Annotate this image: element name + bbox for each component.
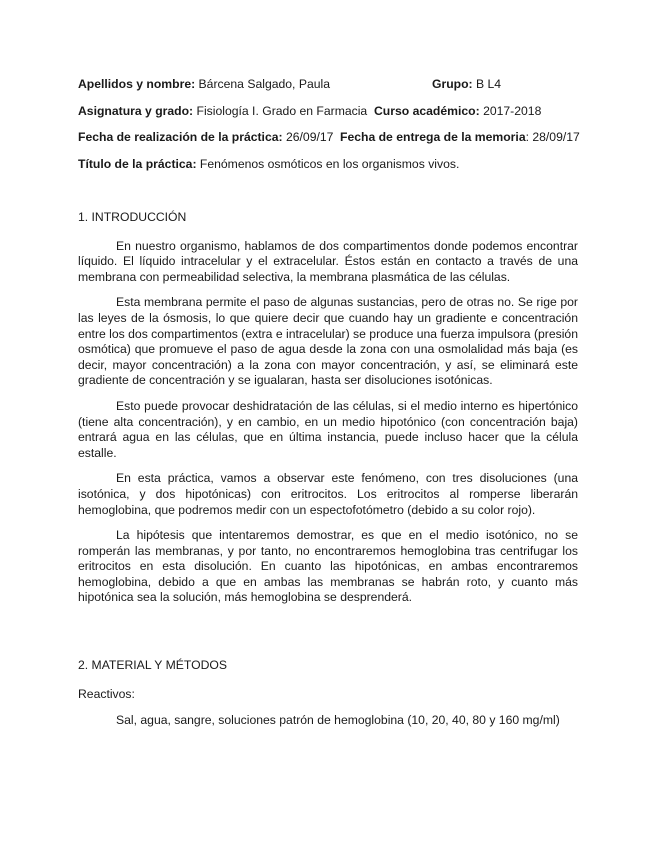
paragraph: La hipótesis que intentaremos demostrar, es que en el medio isotónico, no se romperán las membranas, y por tanto, no encontraremos hemoglobina tras centrifugar los eritrocitos en esta disolución. En cuanto las hipotónicas, en ambas encontraremos hemoglobina, debido a que en ambas las membranas se habrán roto, y cuanto más hipotónica sea la solución, más hemoglobina se desprenderá. — [78, 528, 578, 605]
paragraph: En nuestro organismo, hablamos de dos compartimentos donde podemos encontrar líquido. El líquido intracelular y el extracelular. Éstos están en contacto a través de una membrana con permeabilidad selectiva, la membrana plasmática de las células. — [78, 238, 578, 284]
name-value: Bárcena Salgado, Paula — [198, 77, 330, 91]
subject-value: Fisiología I. Grado en Farmacia — [196, 104, 368, 118]
section-introduction — [78, 210, 578, 616]
paragraph: Esta membrana permite el paso de algunas sustancias, pero de otras no. Se rige por las leyes de la ósmosis, lo que quiere decir que cuando hay un gradiente e concentración entre los dos compartimentos (extra e intracelular) se produce una fuerza impulsora (presión osmótica) que promueve el paso de agua desde la zona con una osmolalidad más baja (es decir, mayor concentración) a la zona con mayor concentración, y así, se eliminará este gradiente de concentración y se igualaran, hasta ser disoluciones isotónicas. — [78, 295, 578, 388]
group-label: Grupo: — [432, 77, 473, 91]
title-label: Título de la práctica: — [78, 157, 197, 171]
date-due-label: Fecha de entrega de la memoria — [340, 130, 526, 144]
subheading: Reactivos: — [78, 686, 135, 701]
date-due-value: : 28/09/17 — [525, 130, 580, 144]
group-value: B L4 — [476, 77, 502, 91]
subject-label: Asignatura y grado: — [78, 104, 194, 118]
name-line — [78, 77, 502, 93]
section-heading: 1. INTRODUCCIÓN — [78, 210, 187, 224]
date-done-label: Fecha de realización de la práctica: — [78, 130, 283, 144]
date-due-field — [340, 130, 580, 146]
title-line — [78, 157, 459, 173]
date-done-value: 26/09/17 — [285, 130, 334, 144]
section-heading: 2. MATERIAL Y MÉTODOS — [78, 658, 227, 672]
name-label: Apellidos y nombre: — [78, 77, 196, 91]
subject-line — [78, 104, 542, 120]
paragraph: Sal, agua, sangre, soluciones patrón de hemoglobina (10, 20, 40, 80 y 160 mg/ml) — [116, 713, 560, 728]
group-field — [432, 77, 501, 93]
dates-line — [78, 130, 580, 146]
year-value: 2017-2018 — [483, 104, 542, 118]
title-value: Fenómenos osmóticos en los organismos vivos. — [199, 157, 460, 171]
paragraph: Esto puede provocar deshidratación de las células, si el medio interno es hipertónico (tiene alta concentración), y en cambio, en un medio hipotónico (con concentración baja) entrará agua en las células, que en última instancia, puede incluso hacer que la célula estalle. — [78, 398, 578, 460]
year-label: Curso académico: — [374, 104, 480, 118]
paragraph: En esta práctica, vamos a observar este fenómeno, con tres disoluciones (una isotónica, y dos hipotónicas) con eritrocitos. Los eritrocitos al romperse liberarán hemoglobina, que podremos medir con un espectofotómetro (debido a su color rojo). — [78, 471, 578, 517]
year-field — [374, 104, 541, 120]
section-material-metodos — [78, 658, 578, 739]
